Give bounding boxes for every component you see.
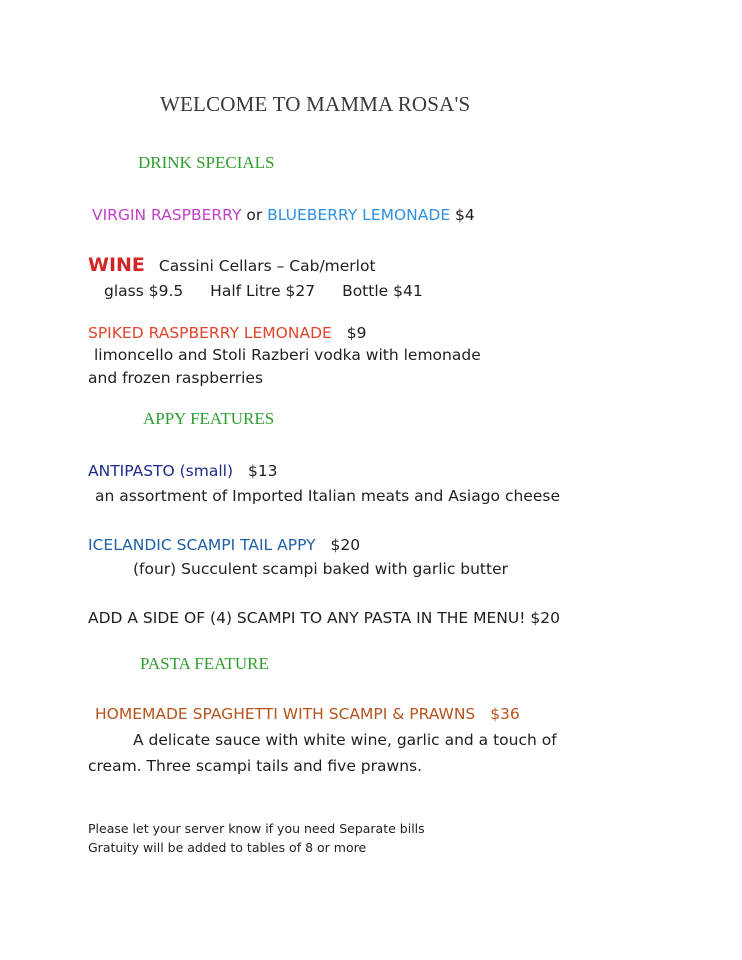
scampi-price: $20 [330,536,361,554]
scampi-desc: (four) Succulent scampi baked with garlic butter [133,560,508,578]
spiked-desc-2: and frozen raspberries [88,369,264,387]
section-heading-appy-features: APPY FEATURES [143,409,275,428]
scampi-line [88,536,360,554]
section-heading-drink-specials: DRINK SPECIALS [138,153,275,172]
spiked-lemonade-name: SPIKED RASPBERRY LEMONADE [88,324,332,342]
spiked-lemonade-price: $9 [346,324,367,342]
or-connector: or [246,206,263,224]
lemonade-line [92,206,475,224]
antipasto-price: $13 [247,462,278,480]
virgin-raspberry-label: VIRGIN RASPBERRY [92,206,242,224]
spiked-desc-1: limoncello and Stoli Razberi vodka with lemonade [94,346,481,364]
scampi-name: ICELANDIC SCAMPI TAIL APPY [88,536,316,554]
spaghetti-desc-2: cream. Three scampi tails and five prawns. [88,757,423,775]
page-title: WELCOME TO MAMMA ROSA'S [160,92,471,116]
wine-line [88,254,376,276]
antipasto-line [88,462,278,480]
footer-gratuity: Gratuity will be added to tables of 8 or more [88,840,367,855]
wine-bottle-price: Bottle $41 [342,282,423,300]
footer-separate-bills: Please let your server know if you need Separate bills [88,821,425,836]
wine-glass-price: glass $9.5 [104,282,184,300]
lemonade-price: $4 [455,206,475,224]
antipasto-desc: an assortment of Imported Italian meats and Asiago cheese [95,487,560,505]
wine-prices-line [104,282,423,300]
spaghetti-desc-1: A delicate sauce with white wine, garlic and a touch of [133,731,557,749]
spaghetti-price: $36 [490,705,520,723]
spaghetti-name: HOMEMADE SPAGHETTI WITH SCAMPI & PRAWNS [95,705,476,723]
blueberry-lemonade-label: BLUEBERRY LEMONADE [267,206,451,224]
spiked-lemonade-line [88,324,366,342]
wine-name: Cassini Cellars – Cab/merlot [158,257,376,275]
wine-half-litre-price: Half Litre $27 [210,282,316,300]
wine-label: WINE [88,254,145,276]
add-side-line: ADD A SIDE OF (4) SCAMPI TO ANY PASTA IN THE MENU! $20 [88,609,560,627]
section-heading-pasta-feature: PASTA FEATURE [140,654,269,673]
antipasto-name: ANTIPASTO (small) [88,462,234,480]
spaghetti-line [95,705,520,723]
